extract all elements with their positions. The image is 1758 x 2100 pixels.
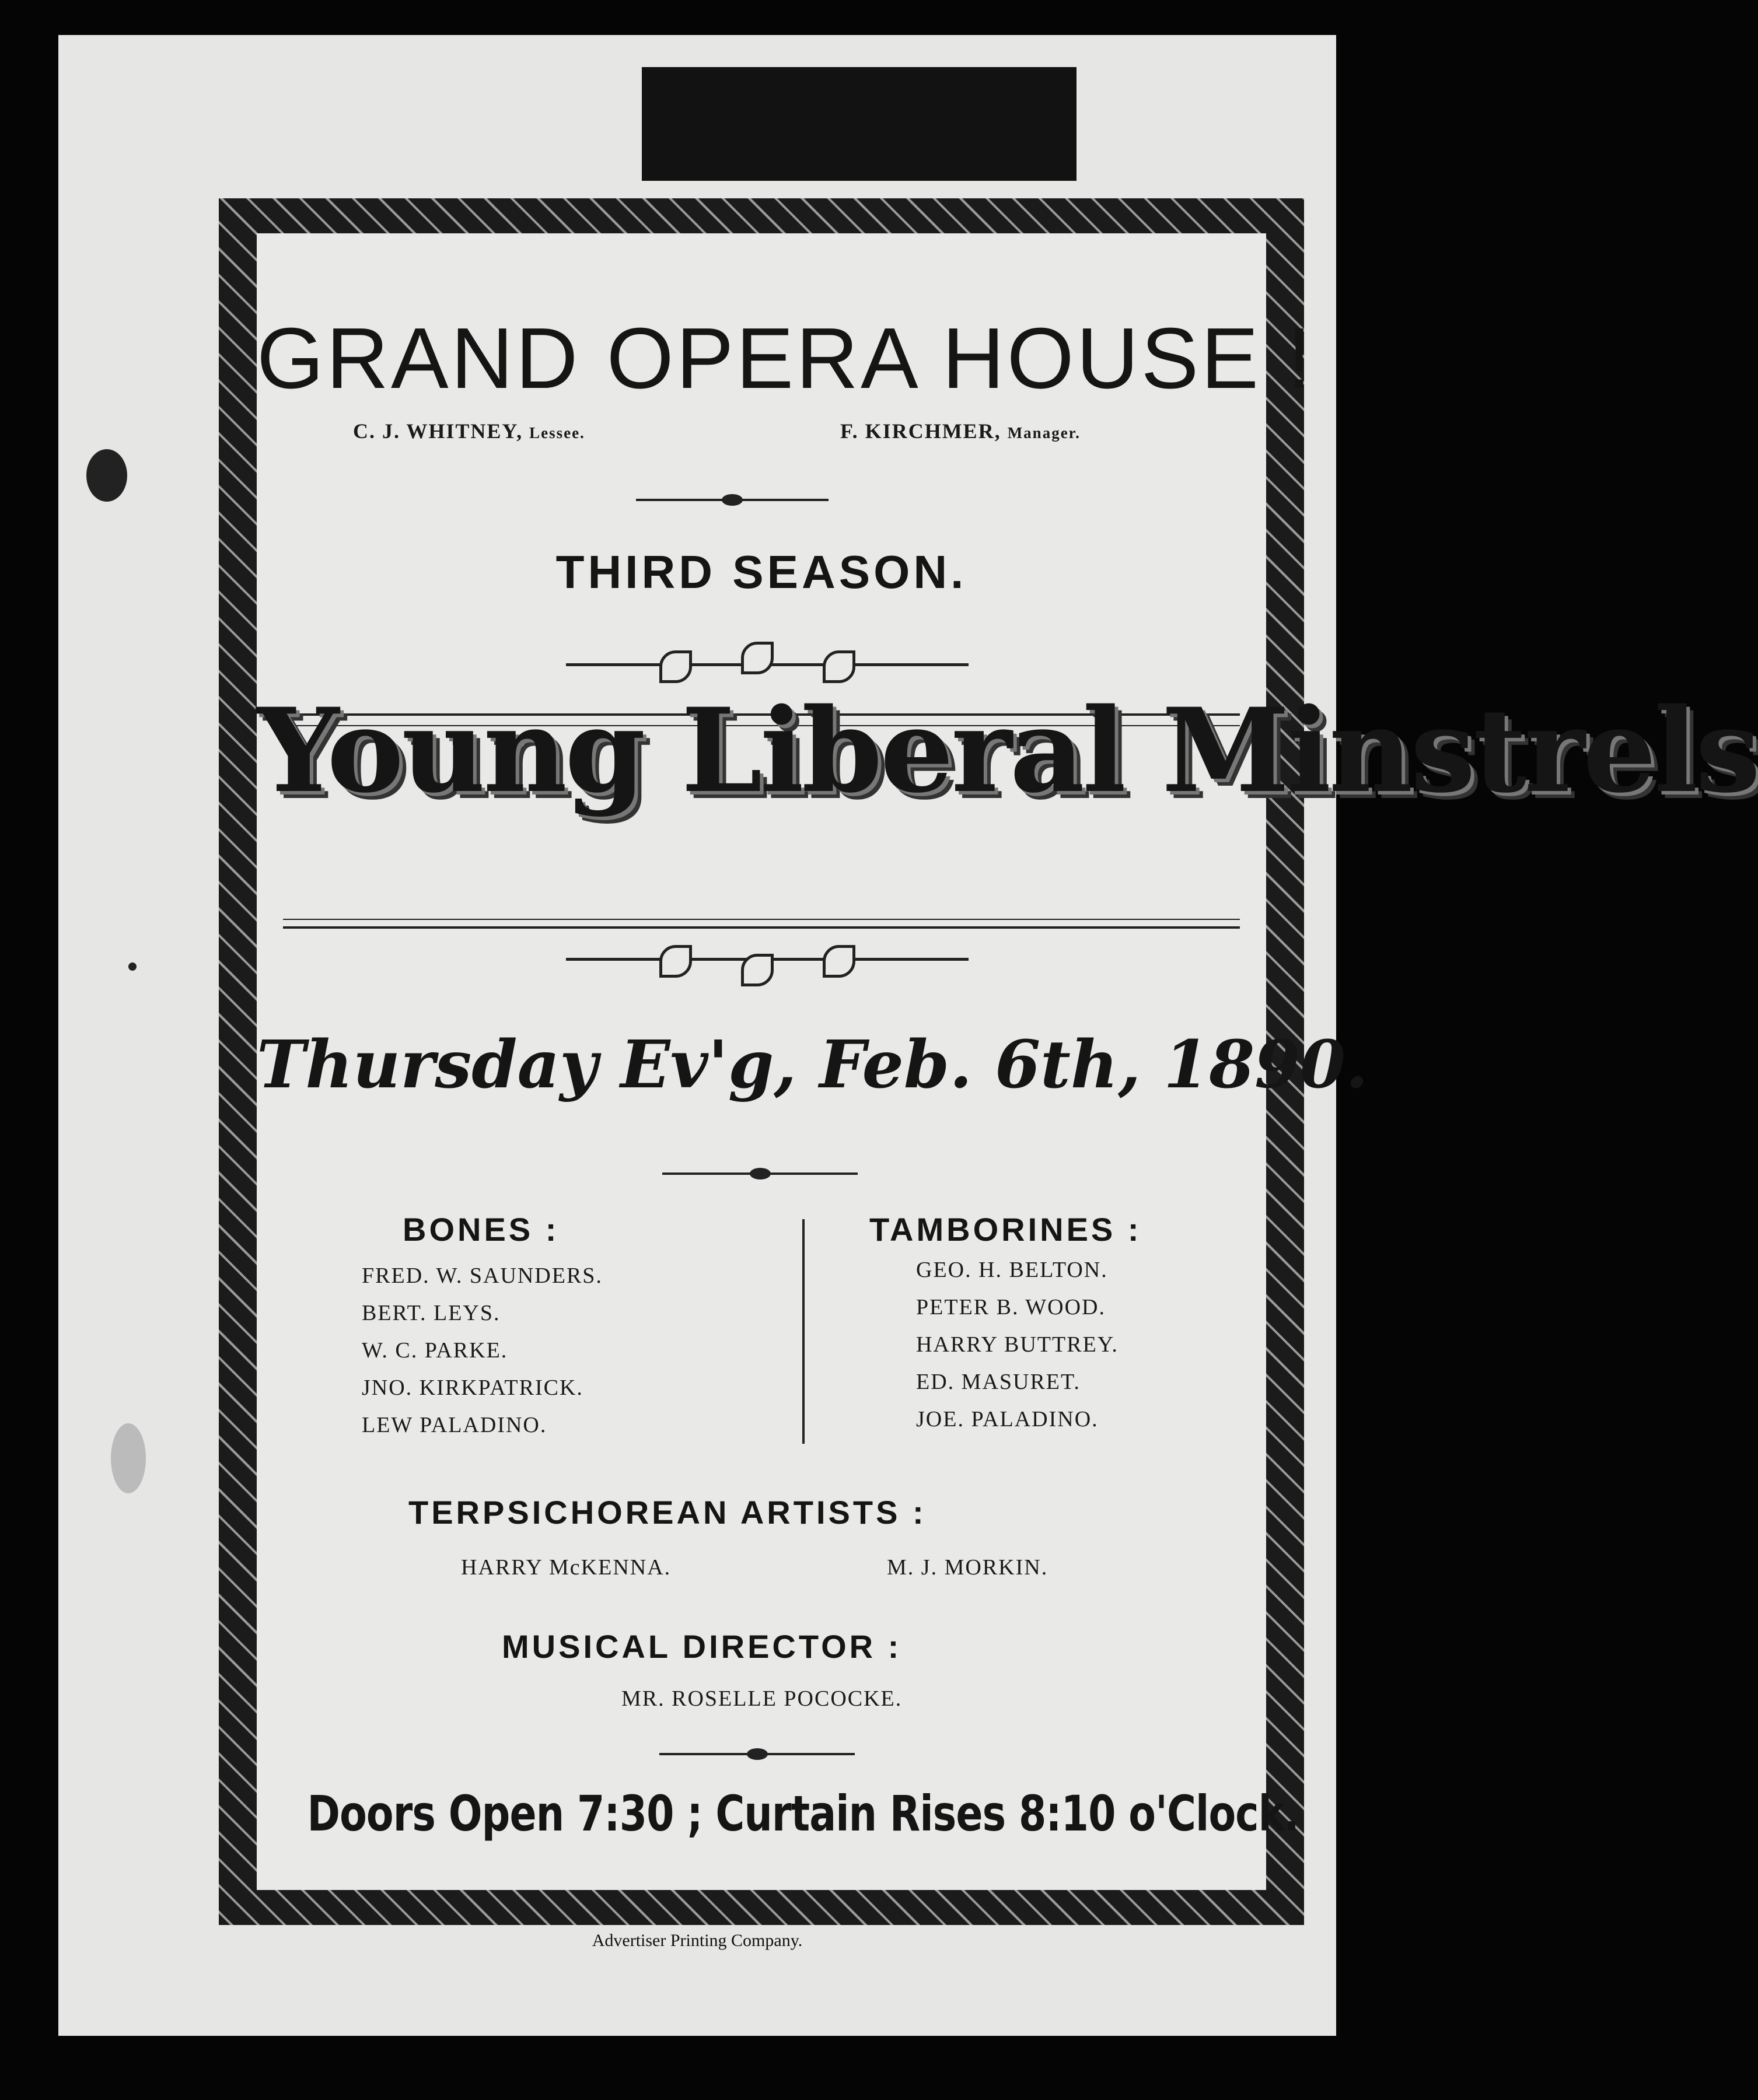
lessee-role: Lessee. bbox=[529, 424, 585, 442]
performance-date: Thursday Ev'g, Feb. 6th, 1890. bbox=[257, 1027, 1368, 1103]
manager-name: F. KIRCHMER, bbox=[840, 419, 1001, 443]
list-item: FRED. W. SAUNDERS. bbox=[362, 1264, 603, 1288]
printer-credit: Advertiser Printing Company. bbox=[592, 1931, 803, 1950]
bones-heading: BONES : bbox=[403, 1211, 560, 1248]
artist-name: HARRY McKENNA. bbox=[461, 1555, 672, 1580]
rule-line bbox=[283, 926, 1240, 929]
lessee-line bbox=[353, 419, 585, 443]
leaf-ornament bbox=[823, 945, 855, 978]
list-item: LEW PALADINO. bbox=[362, 1413, 547, 1437]
list-item: JOE. PALADINO. bbox=[916, 1407, 1099, 1432]
leaf-ornament bbox=[823, 650, 855, 683]
bones-list bbox=[362, 1257, 603, 1444]
page-title: GRAND OPERA HOUSE ! bbox=[257, 310, 1314, 407]
lessee-name: C. J. WHITNEY, bbox=[353, 419, 523, 443]
director-heading: MUSICAL DIRECTOR : bbox=[502, 1628, 902, 1665]
manager-role: Manager. bbox=[1007, 424, 1081, 442]
list-item: ED. MASURET. bbox=[916, 1370, 1081, 1394]
list-item: PETER B. WOOD. bbox=[916, 1295, 1106, 1320]
artist-name: M. J. MORKIN. bbox=[887, 1555, 1048, 1580]
leaf-ornament bbox=[741, 642, 774, 674]
director-name: MR. ROSELLE POCOCKE. bbox=[621, 1686, 903, 1711]
list-item: BERT. LEYS. bbox=[362, 1301, 501, 1325]
rule-line bbox=[283, 919, 1240, 920]
bill-body bbox=[257, 233, 1758, 1890]
stain bbox=[111, 1423, 146, 1493]
tamborines-list bbox=[916, 1251, 1119, 1438]
column-divider bbox=[802, 1219, 805, 1444]
list-item: JNO. KIRKPATRICK. bbox=[362, 1376, 583, 1400]
stain bbox=[86, 449, 127, 502]
list-item: GEO. H. BELTON. bbox=[916, 1258, 1108, 1282]
leaf-ornament bbox=[659, 650, 692, 683]
tamborines-heading: TAMBORINES : bbox=[869, 1211, 1142, 1248]
leaf-ornament bbox=[741, 954, 774, 986]
list-item: W. C. PARKE. bbox=[362, 1338, 508, 1363]
manager-line bbox=[840, 419, 1081, 443]
leaf-ornament bbox=[659, 945, 692, 978]
company-name: Young Liberal Minstrels bbox=[257, 682, 1758, 818]
ornament-divider bbox=[659, 1753, 855, 1755]
show-times: Doors Open 7:30 ; Curtain Rises 8:10 o'Clock. bbox=[307, 1785, 1299, 1842]
program-page bbox=[58, 35, 1758, 2036]
ornament-divider bbox=[636, 499, 829, 501]
stain bbox=[128, 963, 137, 971]
flourish-bottom bbox=[566, 933, 969, 986]
decorative-border bbox=[219, 198, 1758, 1925]
artists-heading: TERPSICHOREAN ARTISTS : bbox=[408, 1494, 927, 1531]
ornament-divider bbox=[662, 1172, 858, 1175]
season-heading: THIRD SEASON. bbox=[555, 546, 967, 598]
list-item: HARRY BUTTREY. bbox=[916, 1332, 1119, 1357]
black-tab bbox=[642, 67, 1077, 181]
